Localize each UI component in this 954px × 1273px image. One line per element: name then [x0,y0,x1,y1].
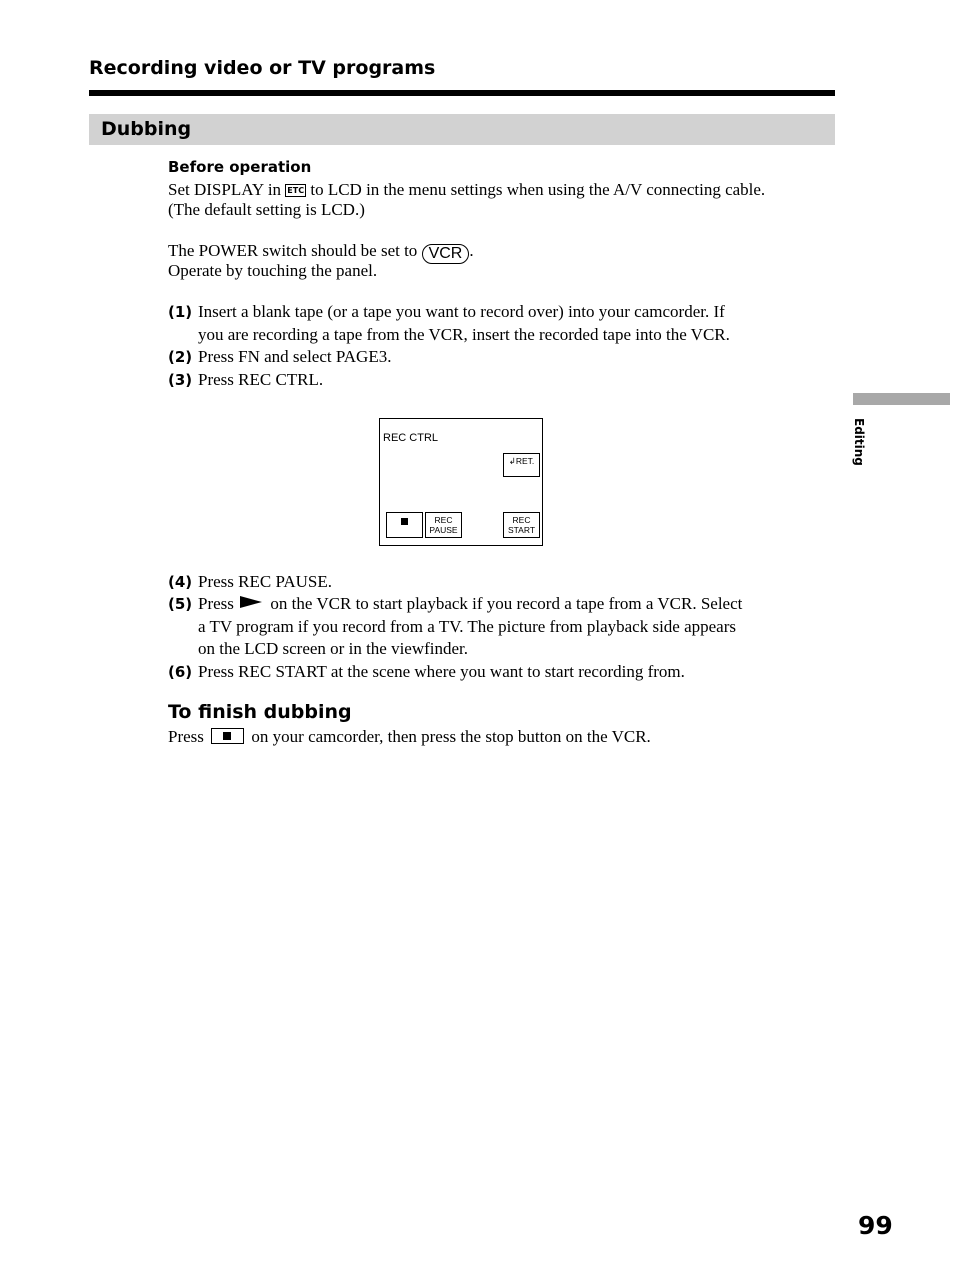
text: . [469,241,474,260]
rec-pause-line2: PAUSE [429,525,458,535]
step-number: (4) [168,573,193,591]
stop-icon [401,518,408,525]
text: on your camcorder, then press the stop button on the VCR. [251,727,651,746]
header-rule [89,90,835,96]
ret-label: RET. [515,456,535,466]
return-icon: ↲ [508,456,516,466]
finish-title: To finish dubbing [168,701,352,723]
step-number: (6) [168,663,193,681]
step-text: Press REC PAUSE. [198,572,332,591]
step-number: (5) [168,595,193,613]
text: The POWER switch should be set to [168,241,418,260]
stop-icon [211,728,244,744]
finish-text [168,726,651,747]
page-number: 99 [858,1211,893,1240]
step-text: on the LCD screen or in the viewfinder. [198,639,469,658]
lcd-title: REC CTRL [383,432,439,444]
step-text: Insert a blank tape (or a tape you want to record over) into your camcorder. If [198,302,725,321]
header-title: Recording video or TV programs [89,57,436,79]
side-tab-label: Editing [852,418,866,466]
operate-line: Operate by touching the panel. [168,261,378,280]
before-operation-label: Before operation [168,158,312,176]
step-text: you are recording a tape from the VCR, insert the recorded tape into the VCR. [198,325,730,344]
rec-start-line1: REC [512,515,531,525]
ret-button[interactable] [503,453,540,477]
etc-icon: ETC [287,186,305,195]
side-tab [850,418,866,468]
text: Press [168,727,204,746]
step-text: Press FN and select PAGE3. [198,347,392,366]
step-number: (3) [168,371,193,389]
text: to LCD in the menu settings when using the A/V connecting cable. [310,180,766,199]
stop-button[interactable] [386,512,423,538]
section-title: Dubbing [101,118,192,140]
text: Set DISPLAY in [168,180,282,199]
step-number: (2) [168,348,193,366]
rec-start-button[interactable] [503,512,540,538]
before-operation-line1 [168,179,765,200]
rec-pause-button[interactable] [425,512,462,538]
text: Press [198,594,234,613]
lcd-screen-illustration [379,418,543,546]
side-tab-bar [853,393,950,405]
step-text: a TV program if you record from a TV. The picture from playback side appears [198,617,737,636]
step-text: Press REC CTRL. [198,370,324,389]
step-text: Press REC START at the scene where you want to start recording from. [198,662,685,681]
rec-pause-line1: REC [434,515,453,525]
vcr-icon: VCR [422,244,470,264]
section-bar [89,114,835,145]
before-operation-line2: (The default setting is LCD.) [168,200,365,219]
play-icon [240,596,262,608]
rec-start-line2: START [507,525,536,535]
text: on the VCR to start playback if you record a tape from a VCR. Select [270,594,743,613]
step-number: (1) [168,303,193,321]
step-text-line1 [198,593,742,616]
